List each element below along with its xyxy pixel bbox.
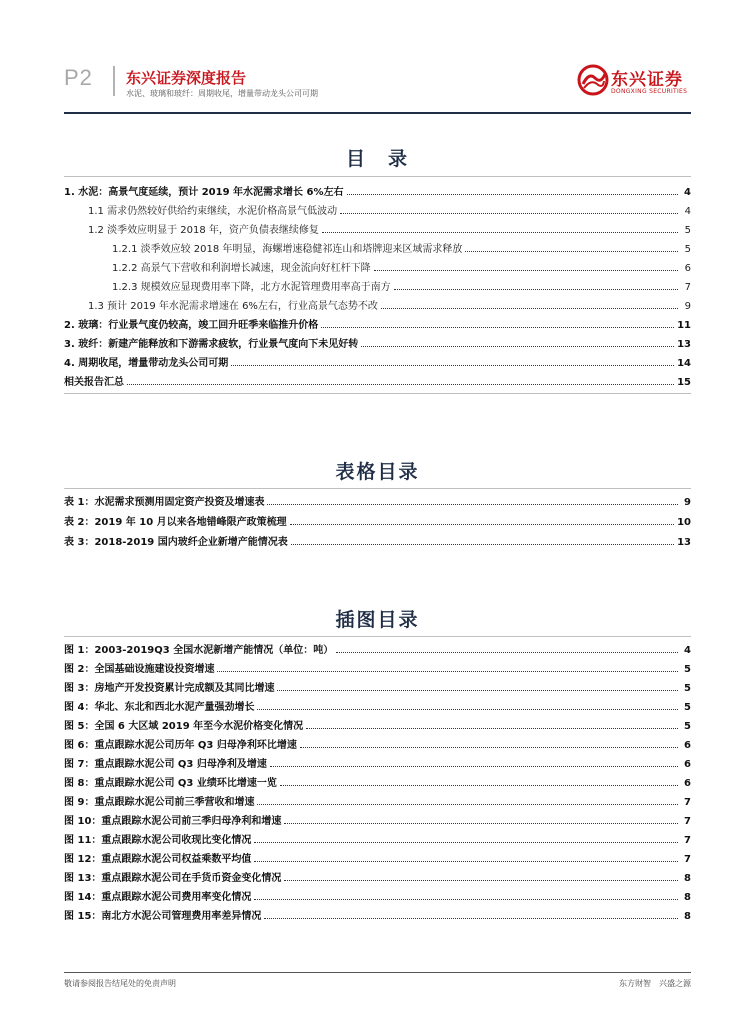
report-subtitle: 水泥、玻璃和玻纤：周期收尾，增量带动龙头公司可期 — [126, 89, 318, 98]
figure-entry[interactable]: 图 11：重点跟踪水泥公司收现比变化情况 7 — [64, 835, 691, 846]
toc-entry[interactable]: 相关报告汇总 15 — [64, 377, 691, 388]
figure-entry[interactable]: 图 1：2003-2019Q3 全国水泥新增产能情况（单位：吨） 4 — [64, 645, 691, 656]
header-rule — [64, 112, 691, 114]
toc-entry[interactable]: 1.2.3 规模效应显现费用率下降，北方水泥管理费用率高于南方 7 — [112, 282, 691, 293]
contents-bottom-rule — [64, 393, 691, 394]
figures-title: 插图目录 — [335, 609, 420, 631]
figure-entry[interactable]: 图 6：重点跟踪水泥公司历年 Q3 归母净利环比增速 6 — [64, 740, 691, 751]
figure-entry[interactable]: 图 12：重点跟踪水泥公司权益乘数平均值 7 — [64, 854, 691, 865]
footer-slogan: 东方财智 兴盛之源 — [619, 979, 691, 988]
toc-entry[interactable]: 1.2 淡季效应明显于 2018 年，资产负债表继续修复 5 — [88, 225, 691, 236]
page-number: P2 — [64, 65, 93, 90]
footer-disclaimer: 敬请参阅报告结尾处的免责声明 — [64, 979, 176, 988]
tables-title: 表格目录 — [335, 461, 420, 483]
tables-top-rule — [64, 488, 691, 489]
figure-entry[interactable]: 图 8：重点跟踪水泥公司 Q3 业绩环比增速一览 6 — [64, 778, 691, 789]
contents-top-rule — [64, 176, 691, 177]
figure-entry[interactable]: 图 3：房地产开发投资累计完成额及其同比增速 5 — [64, 683, 691, 694]
toc-entry[interactable]: 1. 水泥：高景气度延续，预计 2019 年水泥需求增长 6%左右 4 — [64, 187, 691, 198]
footer-rule — [64, 972, 691, 973]
figure-entry[interactable]: 图 4：华北、东北和西北水泥产量强劲增长 5 — [64, 702, 691, 713]
toc-entry[interactable]: 1.2.2 高景气下营收和利润增长减速，现金流向好杠杆下降 6 — [112, 263, 691, 274]
figure-entry[interactable]: 图 2：全国基础设施建设投资增速 5 — [64, 664, 691, 675]
table-entry[interactable]: 表 2：2019 年 10 月以来各地错峰限产政策梳理 10 — [64, 517, 691, 528]
figure-entry[interactable]: 图 7：重点跟踪水泥公司 Q3 归母净利及增速 6 — [64, 759, 691, 770]
logo-mark-icon — [577, 64, 609, 96]
toc-entry[interactable]: 1.2.1 淡季效应较 2018 年明显，海螺增速稳健祁连山和塔牌迎来区域需求释放 5 — [112, 244, 691, 255]
toc-entry[interactable]: 4. 周期收尾，增量带动龙头公司可期 14 — [64, 358, 691, 369]
company-logo — [577, 62, 689, 102]
logo-text-cn: 东兴证券 — [611, 70, 683, 90]
toc-entry[interactable]: 1.3 预计 2019 年水泥需求增速在 6%左右，行业高景气态势不改 9 — [88, 301, 691, 312]
toc-entry[interactable]: 1.1 需求仍然较好供给约束继续，水泥价格高景气低波动 4 — [88, 206, 691, 217]
contents-title: 目 录 — [345, 148, 409, 170]
toc-entry[interactable]: 2. 玻璃：行业景气度仍较高，竣工回升旺季来临推升价格 11 — [64, 320, 691, 331]
logo-text-en: DONGXING SECURITIES — [611, 88, 688, 95]
table-entry[interactable]: 表 3：2018-2019 国内玻纤企业新增产能情况表 13 — [64, 537, 691, 548]
figure-entry[interactable]: 图 5：全国 6 大区域 2019 年至今水泥价格变化情况 5 — [64, 721, 691, 732]
figures-top-rule — [64, 636, 691, 637]
figure-entry[interactable]: 图 13：重点跟踪水泥公司在手货币资金变化情况 8 — [64, 873, 691, 884]
header-divider — [113, 66, 115, 96]
figure-entry[interactable]: 图 15：南北方水泥公司管理费用率差异情况 8 — [64, 911, 691, 922]
report-title: 东兴证券深度报告 — [126, 69, 247, 87]
figure-entry[interactable]: 图 14：重点跟踪水泥公司费用率变化情况 8 — [64, 892, 691, 903]
figure-entry[interactable]: 图 10：重点跟踪水泥公司前三季归母净利和增速 7 — [64, 816, 691, 827]
figure-entry[interactable]: 图 9：重点跟踪水泥公司前三季营收和增速 7 — [64, 797, 691, 808]
toc-entry[interactable]: 3. 玻纤：新建产能释放和下游需求疲软，行业景气度向下未见好转 13 — [64, 339, 691, 350]
table-entry[interactable]: 表 1：水泥需求预测用固定资产投资及增速表 9 — [64, 497, 691, 508]
page-header — [0, 0, 755, 118]
